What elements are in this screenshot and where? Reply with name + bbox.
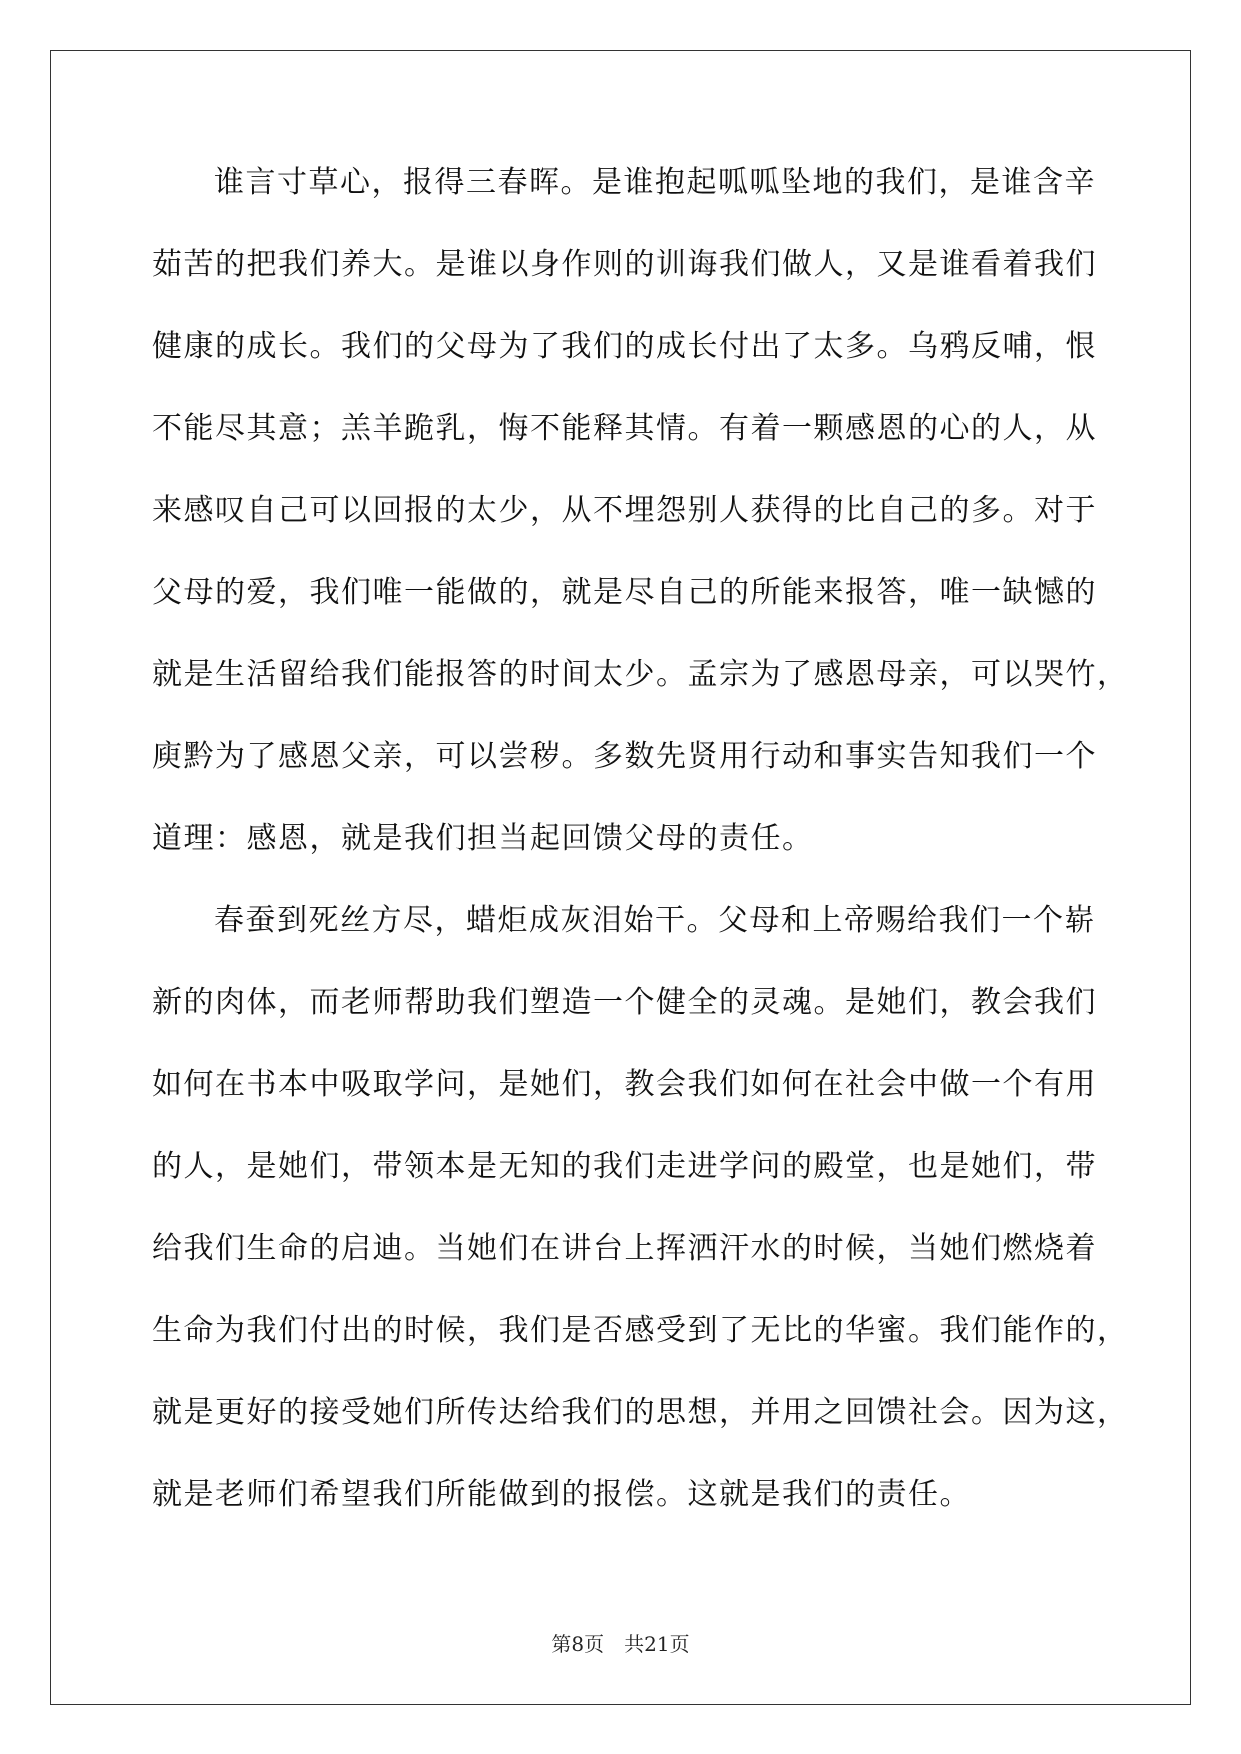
paragraph-gratitude-teachers <box>152 896 1129 1552</box>
page-total: 共21页 <box>624 1632 690 1656</box>
text-line: 如何在书本中吸取学问，是她们，教会我们如何在社会中做一个有用 <box>152 1067 1097 1102</box>
text-line: 给我们生命的启迪。当她们在讲台上挥洒汗水的时候，当她们燃烧着 <box>152 1231 1097 1266</box>
text-line: 春蚕到死丝方尽，蜡炬成灰泪始干。父母和上帝赐给我们一个崭 <box>214 903 1096 938</box>
text-line: 茹苦的把我们养大。是谁以身作则的训诲我们做人，又是谁看着我们 <box>152 247 1097 282</box>
text-line: 来感叹自己可以回报的太少，从不埋怨别人获得的比自己的多。对于 <box>152 493 1097 528</box>
text-line: 就是更好的接受她们所传达给我们的思想，并用之回馈社会。因为这， <box>152 1395 1129 1430</box>
text-line: 庾黔为了感恩父亲，可以尝秽。多数先贤用行动和事实告知我们一个 <box>152 739 1097 774</box>
text-line: 不能尽其意；羔羊跪乳，悔不能释其情。有着一颗感恩的心的人，从 <box>152 411 1097 446</box>
text-line: 新的肉体，而老师帮助我们塑造一个健全的灵魂。是她们，教会我们 <box>152 985 1097 1020</box>
text-line: 父母的爱，我们唯一能做的，就是尽自己的所能来报答，唯一缺憾的 <box>152 575 1097 610</box>
page-number: 第8页 <box>551 1632 605 1656</box>
text-line: 谁言寸草心，报得三春晖。是谁抱起呱呱坠地的我们，是谁含辛 <box>214 165 1096 200</box>
text-line: 道理：感恩，就是我们担当起回馈父母的责任。 <box>152 821 814 856</box>
text-line: 就是老师们希望我们所能做到的报偿。这就是我们的责任。 <box>152 1477 971 1512</box>
text-line: 的人，是她们，带领本是无知的我们走进学问的殿堂，也是她们，带 <box>152 1149 1097 1184</box>
document-body <box>152 158 1129 1552</box>
text-line: 就是生活留给我们能报答的时间太少。孟宗为了感恩母亲，可以哭竹， <box>152 657 1129 692</box>
page-footer <box>0 1628 1241 1657</box>
paragraph-gratitude-parents <box>152 158 1129 896</box>
text-line: 生命为我们付出的时候，我们是否感受到了无比的华蜜。我们能作的， <box>152 1313 1129 1348</box>
text-line: 健康的成长。我们的父母为了我们的成长付出了太多。乌鸦反哺，恨 <box>152 329 1097 364</box>
